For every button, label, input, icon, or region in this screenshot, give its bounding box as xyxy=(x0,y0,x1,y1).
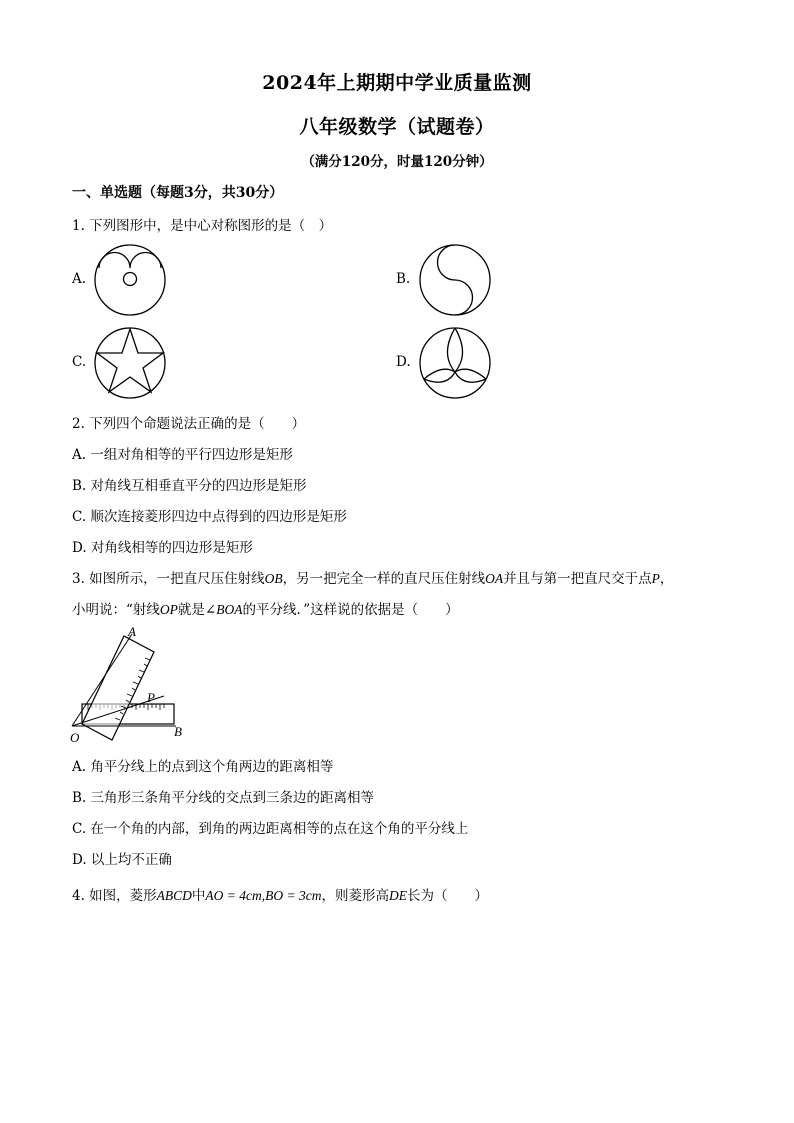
exam-subtitle: 八年级数学（试题卷） xyxy=(299,116,495,138)
exam-title: 2024年上期期中学业质量监测 xyxy=(262,72,532,94)
q2-option-a: A. 一组对角相等的平行四边形是矩形 xyxy=(72,447,293,463)
q1-option-d-label: D. xyxy=(396,354,411,370)
q3-option-d: D. 以上均不正确 xyxy=(72,852,172,868)
ray-ob-label: OB xyxy=(264,571,283,586)
given-lengths: AO = 4cm,BO = 3cm xyxy=(205,888,322,903)
ray-op-label: OP xyxy=(159,602,178,617)
q4-stem-part2: 中 xyxy=(191,888,206,904)
q1-option-a-label: A. xyxy=(72,271,87,287)
q3-stem-part4: ， xyxy=(659,571,674,587)
rhombus-label: ABCD xyxy=(156,888,192,903)
q3-line2-part2: 就是 xyxy=(177,602,205,618)
angle-boa-label: ∠BOA xyxy=(204,602,243,617)
figure-label-p: P xyxy=(147,690,155,705)
q3-stem-part1: 3. 如图所示，一把直尺压住射线 xyxy=(72,571,265,587)
question-3-stem-line1 xyxy=(72,567,673,587)
question-4-stem xyxy=(72,884,488,904)
q2-option-d: D. 对角线相等的四边形是矩形 xyxy=(72,540,253,556)
figure-label-a: A xyxy=(128,624,136,639)
q1-option-d-figure xyxy=(418,326,492,400)
question-2-stem: 2. 下列四个命题说法正确的是（ ） xyxy=(72,416,306,432)
q1-option-b-label: B. xyxy=(396,271,411,287)
question-3-stem-line2 xyxy=(72,598,459,618)
q3-line2-part1: 小明说：“射线 xyxy=(72,602,160,618)
section-heading: 一、单选题（每题3分，共30分） xyxy=(72,185,284,201)
exam-note: （满分120分，时量120分钟） xyxy=(301,154,493,170)
q1-option-c-label: C. xyxy=(72,354,87,370)
q4-stem-part1: 4. 如图，菱形 xyxy=(72,888,157,904)
q2-option-b: B. 对角线互相垂直平分的四边形是矩形 xyxy=(72,478,307,494)
height-label: DE xyxy=(389,888,407,903)
ray-oa-label: OA xyxy=(485,571,504,586)
q3-option-a: A. 角平分线上的点到这个角两边的距离相等 xyxy=(72,759,334,775)
q1-option-a-figure xyxy=(93,243,167,317)
q4-stem-part4: 长为（ ） xyxy=(407,888,488,904)
question-1-stem: 1. 下列图形中，是中心对称图形的是（ ） xyxy=(72,218,333,234)
q3-line2-part3: 的平分线．”这样说的依据是（ ） xyxy=(242,602,459,618)
q3-ruler-figure xyxy=(68,622,198,748)
q3-option-b: B. 三角形三条角平分线的交点到三条边的距离相等 xyxy=(72,790,375,806)
q2-option-c: C. 顺次连接菱形四边中点得到的四边形是矩形 xyxy=(72,509,347,525)
q1-option-c-figure xyxy=(93,326,167,400)
point-p-label: P xyxy=(651,571,660,586)
figure-label-b: B xyxy=(174,724,182,739)
q3-option-c: C. 在一个角的内部，到角的两边距离相等的点在这个角的平分线上 xyxy=(72,821,469,837)
q4-stem-part3: ，则菱形高 xyxy=(321,888,389,904)
figure-label-o: O xyxy=(70,730,80,745)
q3-stem-part2: ，另一把完全一样的直尺压住射线 xyxy=(282,571,486,587)
q3-stem-part3: 并且与第一把直尺交于点 xyxy=(503,571,652,587)
q1-option-b-figure xyxy=(418,243,492,317)
